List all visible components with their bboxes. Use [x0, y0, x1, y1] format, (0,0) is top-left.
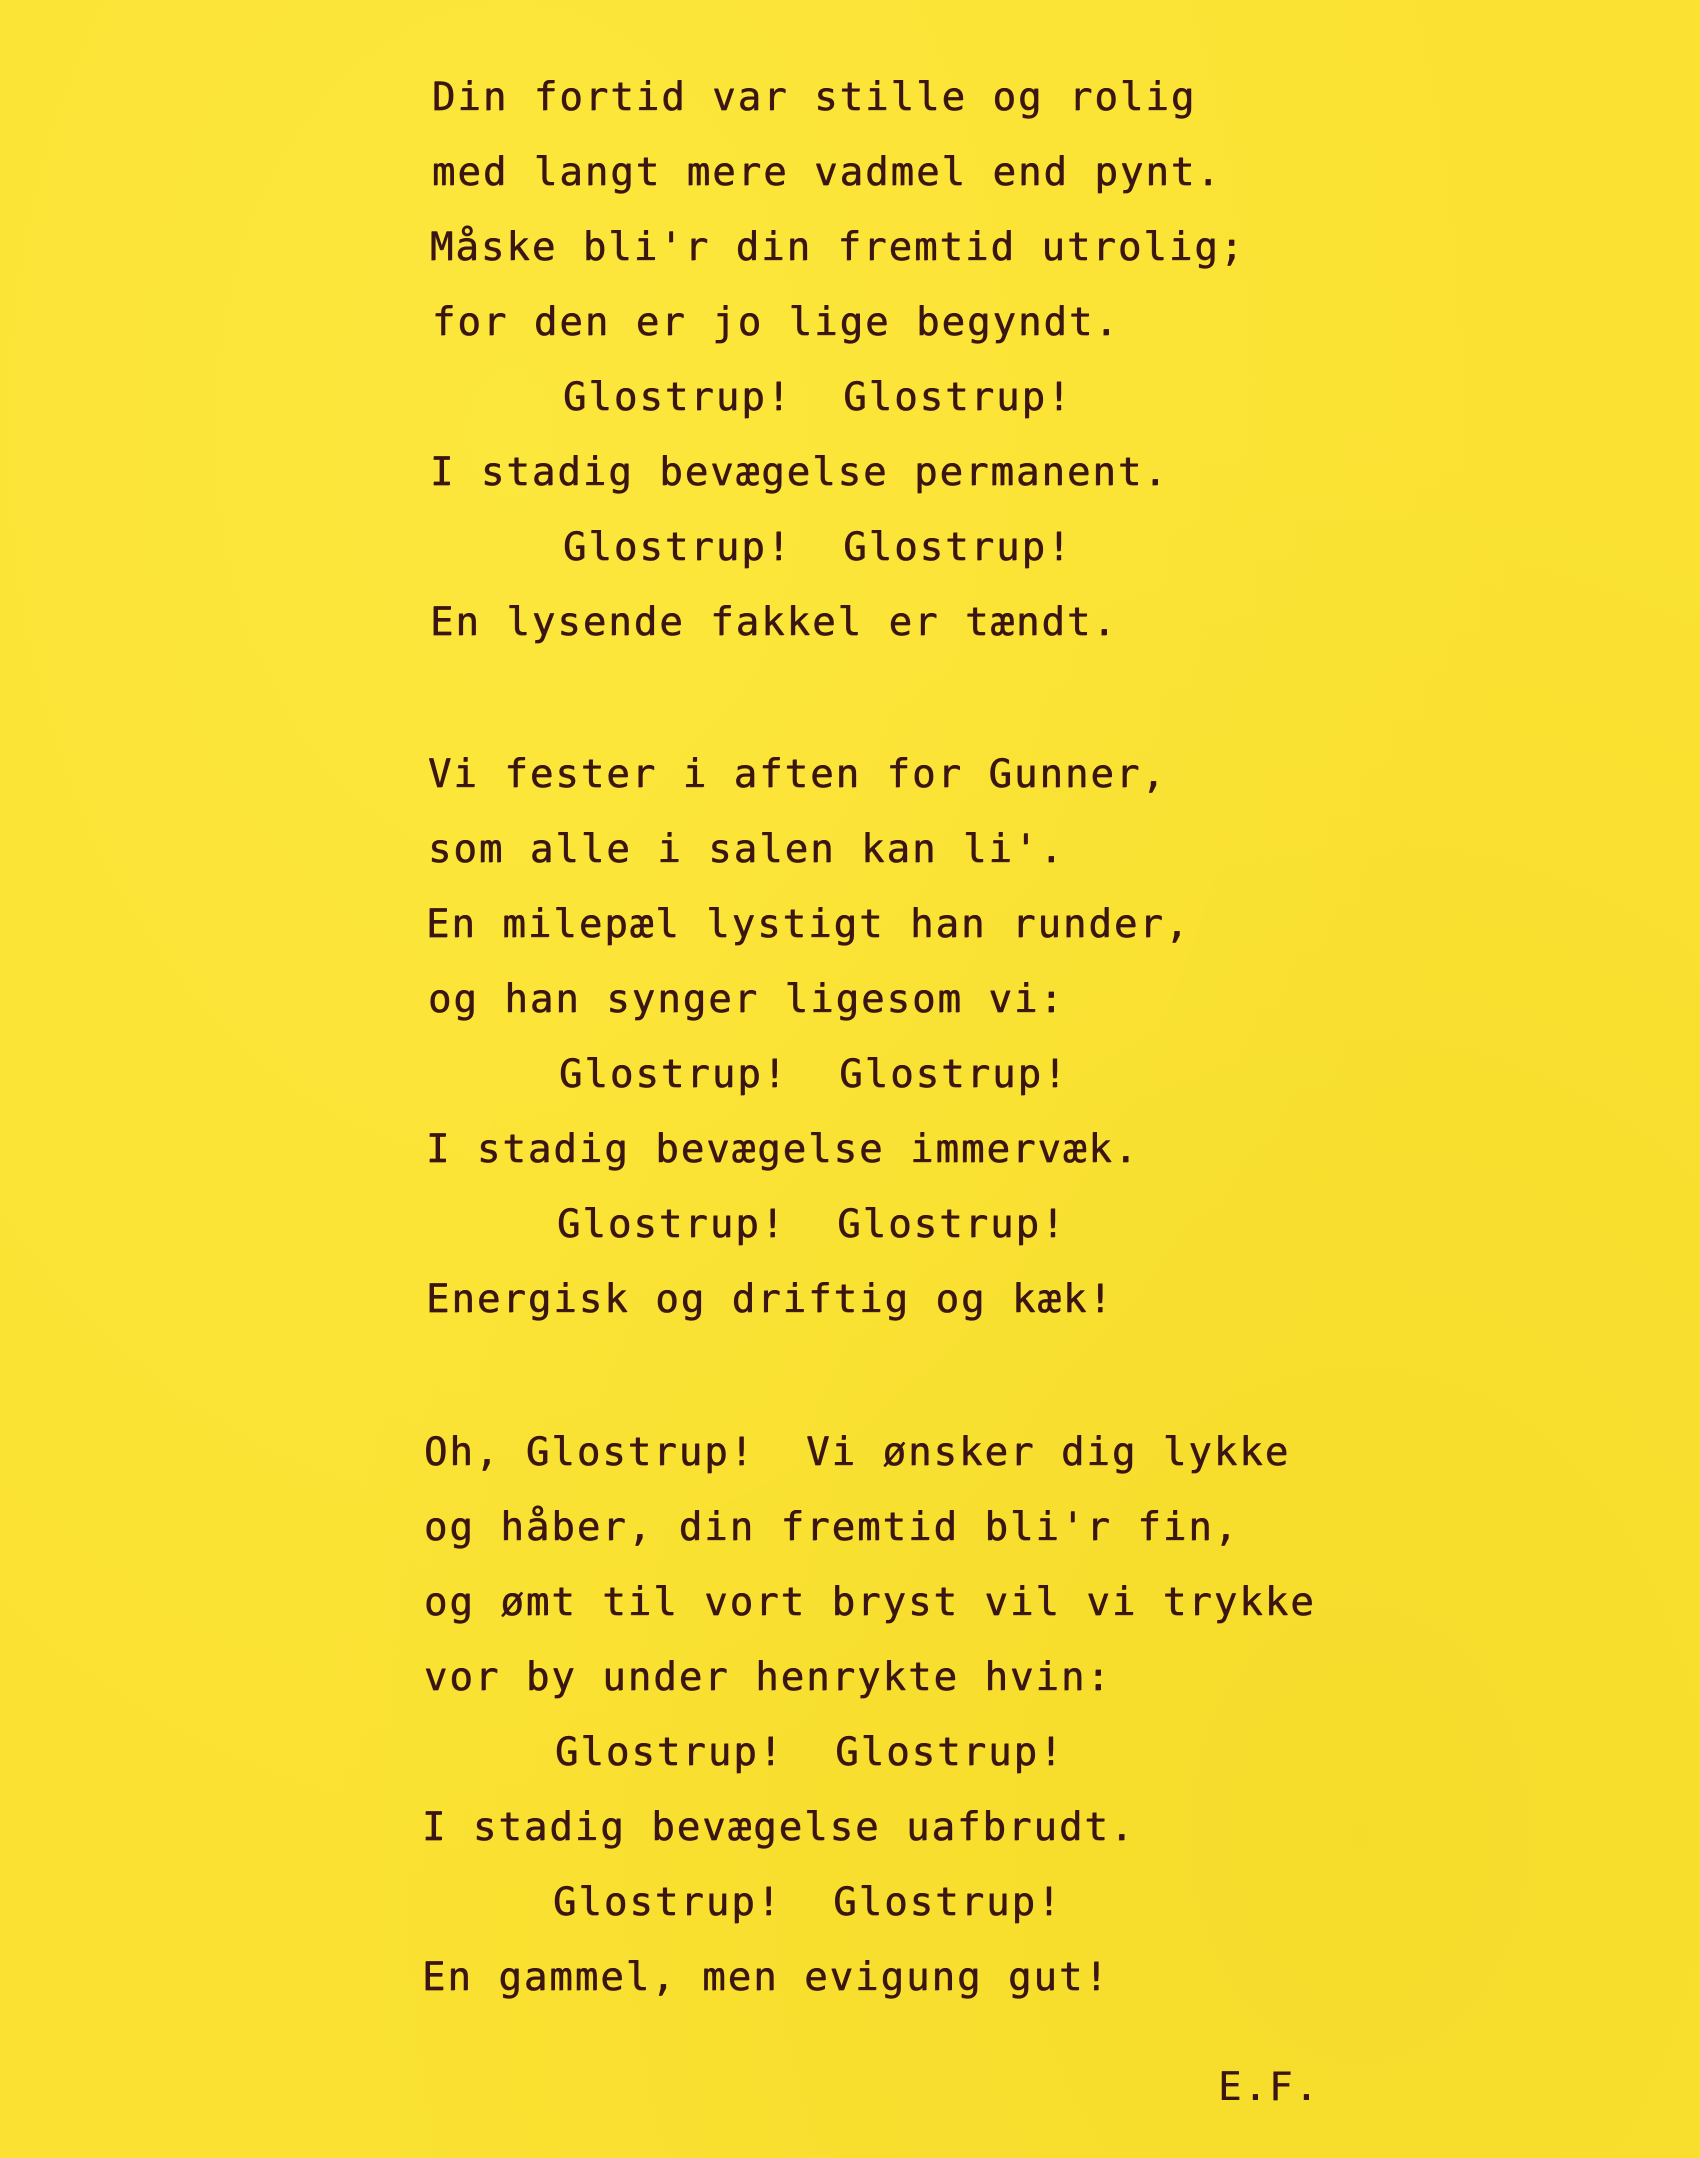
- stanza-1-refrain-2: Glostrup! Glostrup!: [563, 525, 1073, 570]
- stanza-2-line-4: og han synger ligesom vi:: [428, 977, 1065, 1022]
- stanza-2-refrain-2: Glostrup! Glostrup!: [557, 1202, 1067, 1247]
- stanza-1-line-2: med langt mere vadmel end pynt.: [432, 150, 1222, 195]
- stanza-3-line-8: En gammel, men evigung gut!: [422, 1955, 1110, 2000]
- stanza-3-refrain-1: Glostrup! Glostrup!: [555, 1730, 1065, 1775]
- stanza-1-refrain-1: Glostrup! Glostrup!: [563, 375, 1073, 420]
- stanza-2-line-3: En milepæl lystigt han runder,: [426, 902, 1191, 947]
- author-initials: E.F.: [1218, 2065, 1320, 2110]
- stanza-3-line-2: og håber, din fremtid bli'r fin,: [424, 1505, 1240, 1550]
- stanza-2-refrain-1: Glostrup! Glostrup!: [559, 1052, 1069, 1097]
- stanza-1-line-4: for den er jo lige begyndt.: [432, 300, 1120, 345]
- stanza-2-line-6: I stadig bevægelse immervæk.: [426, 1127, 1140, 1172]
- stanza-3-line-4: vor by under henrykte hvin:: [424, 1655, 1112, 1700]
- stanza-1-line-8: En lysende fakkel er tændt.: [430, 600, 1118, 645]
- stanza-1-line-3: Måske bli'r din fremtid utrolig;: [430, 225, 1246, 270]
- stanza-2-line-2: som alle i salen kan li'.: [428, 827, 1065, 872]
- stanza-3-line-3: og ømt til vort bryst vil vi trykke: [424, 1580, 1316, 1625]
- stanza-3-refrain-2: Glostrup! Glostrup!: [553, 1880, 1063, 1925]
- stanza-1-line-6: I stadig bevægelse permanent.: [430, 450, 1169, 495]
- stanza-2-line-8: Energisk og driftig og kæk!: [426, 1277, 1114, 1322]
- stanza-3-line-1: Oh, Glostrup! Vi ønsker dig lykke: [424, 1430, 1291, 1475]
- stanza-1-line-1: Din fortid var stille og rolig: [432, 75, 1197, 120]
- stanza-2-line-1: Vi fester i aften for Gunner,: [428, 752, 1167, 797]
- stanza-3-line-6: I stadig bevægelse uafbrudt.: [422, 1805, 1136, 1850]
